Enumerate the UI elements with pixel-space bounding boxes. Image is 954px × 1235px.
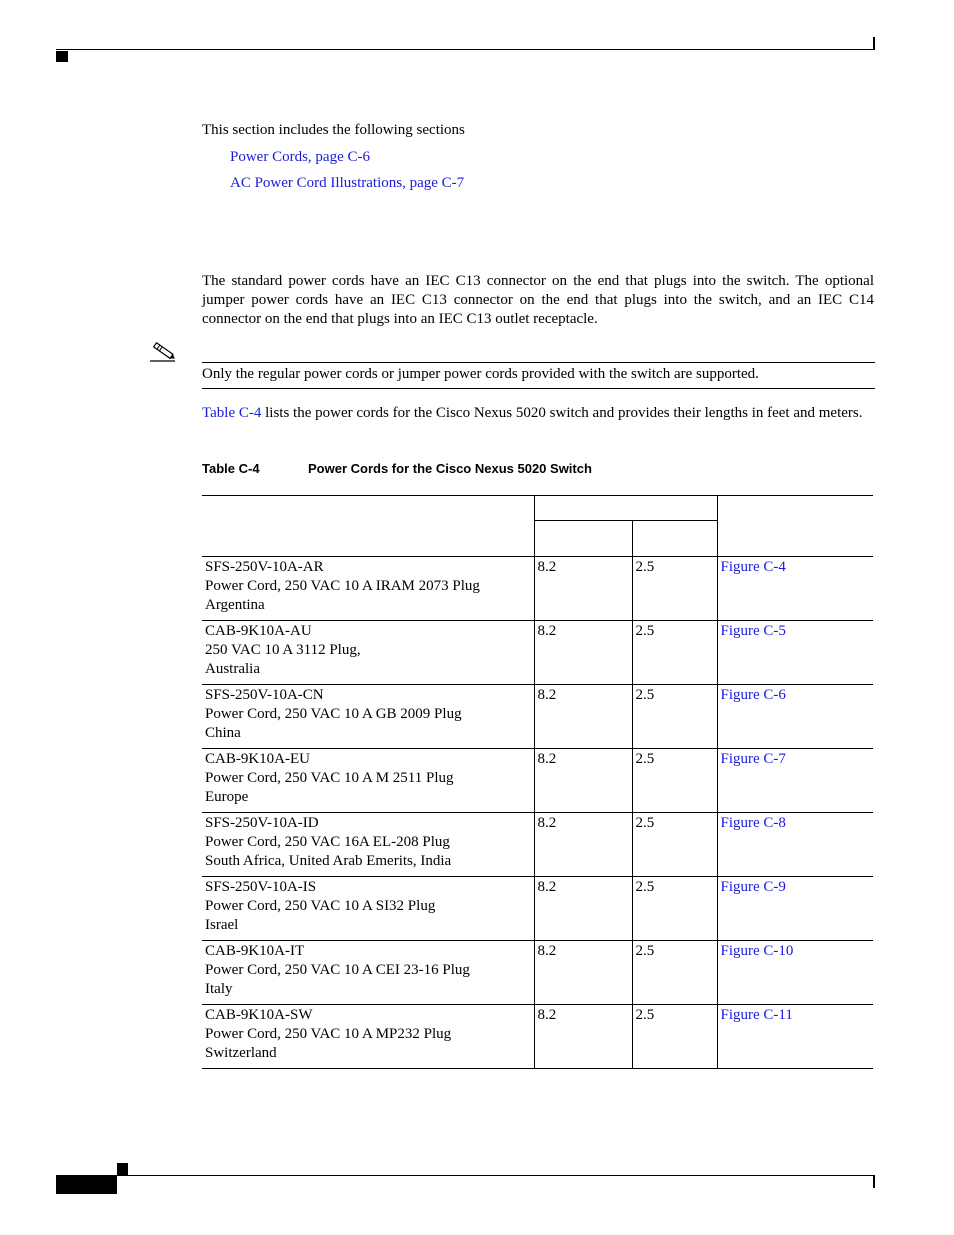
table-body <box>202 557 873 1069</box>
table-caption-title: Power Cords for the Cisco Nexus 5020 Switch <box>308 461 592 476</box>
cell-figure <box>717 621 873 685</box>
note-top-rule <box>202 362 875 363</box>
cell-meters: 2.5 <box>632 749 717 813</box>
cell-figure <box>717 877 873 941</box>
link-power-cords[interactable]: Power Cords, page C-6 <box>230 149 370 165</box>
cell-part <box>202 621 534 685</box>
cell-feet: 8.2 <box>534 685 632 749</box>
cell-desc: Power Cord, 250 VAC 10 A CEI 23-16 Plug <box>205 962 470 978</box>
cell-figure <box>717 557 873 621</box>
link-table-c4[interactable]: Table C-4 <box>202 405 262 421</box>
note-bottom-rule <box>202 388 875 389</box>
cell-meters: 2.5 <box>632 877 717 941</box>
footer-rule-tick <box>873 1176 875 1188</box>
figure-link[interactable]: Figure C-8 <box>720 815 786 831</box>
table-row <box>202 685 873 749</box>
table-row <box>202 749 873 813</box>
cell-region: South Africa, United Arab Emerits, India <box>205 853 452 869</box>
power-cords-description: The standard power cords have an IEC C13 connector on the end that plugs into the switch. The optional jumper power cords have an IEC C13 connector on the end that plugs into the switch, and an IEC C14 connector on the end that plugs into an IEC C13 outlet receptacle. <box>202 273 874 327</box>
table-row <box>202 877 873 941</box>
table-row <box>202 813 873 877</box>
figure-link[interactable]: Figure C-11 <box>720 1007 793 1023</box>
footer-marker-small <box>117 1163 128 1175</box>
cell-part <box>202 685 534 749</box>
cell-region: Europe <box>205 789 249 805</box>
cell-part: CAB-9K10A-EU <box>205 751 310 767</box>
table-row <box>202 557 873 621</box>
figure-link[interactable]: Figure C-6 <box>720 687 786 703</box>
cell-meters: 2.5 <box>632 557 717 621</box>
cell-meters: 2.5 <box>632 813 717 877</box>
header-cell-part <box>202 496 534 557</box>
cell-feet: 8.2 <box>534 557 632 621</box>
cell-part <box>202 557 534 621</box>
cell-part: SFS-250V-10A-IS <box>205 879 317 895</box>
cell-region: Argentina <box>205 597 265 613</box>
cell-figure <box>717 685 873 749</box>
cell-meters: 2.5 <box>632 1005 717 1069</box>
table-header-row <box>202 496 873 521</box>
cell-desc: Power Cord, 250 VAC 10 A SI32 Plug <box>205 898 436 914</box>
table-row <box>202 941 873 1005</box>
cell-region: Australia <box>205 661 260 677</box>
cell-feet: 8.2 <box>534 813 632 877</box>
cell-feet: 8.2 <box>534 1005 632 1069</box>
cell-meters: 2.5 <box>632 621 717 685</box>
cell-figure <box>717 1005 873 1069</box>
table-row <box>202 1005 873 1069</box>
intro-text: This section includes the following sections <box>202 122 465 138</box>
link-ac-power-cord-illustrations[interactable]: AC Power Cord Illustrations, page C-7 <box>230 175 465 191</box>
cell-desc: Power Cord, 250 VAC 10 A MP232 Plug <box>205 1026 452 1042</box>
header-rule <box>56 49 875 50</box>
header-cell-meters <box>632 521 717 557</box>
cell-desc: Power Cord, 250 VAC 10 A GB 2009 Plug <box>205 706 462 722</box>
table-intro-paragraph <box>202 404 874 423</box>
table-caption-number: Table C-4 <box>202 461 260 476</box>
figure-link[interactable]: Figure C-9 <box>720 879 786 895</box>
table-row <box>202 621 873 685</box>
cell-figure <box>717 749 873 813</box>
figure-link[interactable]: Figure C-10 <box>720 943 794 959</box>
figure-link[interactable]: Figure C-5 <box>720 623 786 639</box>
header-cell-length <box>534 496 717 521</box>
header-rule-tick <box>873 37 875 50</box>
cell-part: SFS-250V-10A-AR <box>205 559 324 575</box>
cell-figure <box>717 813 873 877</box>
header-cell-feet <box>534 521 632 557</box>
cell-part <box>202 941 534 1005</box>
cell-part <box>202 1005 534 1069</box>
cell-desc: Power Cord, 250 VAC 16A EL-208 Plug <box>205 834 450 850</box>
cell-part <box>202 813 534 877</box>
cell-meters: 2.5 <box>632 685 717 749</box>
cell-part <box>202 877 534 941</box>
power-cords-table <box>202 495 873 1069</box>
cell-part: SFS-250V-10A-ID <box>205 815 319 831</box>
cell-feet: 8.2 <box>534 941 632 1005</box>
figure-link[interactable]: Figure C-7 <box>720 751 786 767</box>
table-caption <box>202 461 592 476</box>
cell-figure <box>717 941 873 1005</box>
table-intro-text: lists the power cords for the Cisco Nexus 5020 switch and provides their lengths in feet and meters. <box>261 405 863 421</box>
cell-region: Israel <box>205 917 239 933</box>
cell-part: CAB-9K10A-IT <box>205 943 305 959</box>
cell-region: Italy <box>205 981 233 997</box>
cell-desc: Power Cord, 250 VAC 10 A M 2511 Plug <box>205 770 454 786</box>
header-cell-illustration <box>717 496 873 557</box>
figure-link[interactable]: Figure C-4 <box>720 559 786 575</box>
cell-meters: 2.5 <box>632 941 717 1005</box>
cell-desc: Power Cord, 250 VAC 10 A IRAM 2073 Plug <box>205 578 480 594</box>
cell-feet: 8.2 <box>534 621 632 685</box>
header-marker-block <box>56 51 68 62</box>
cell-part <box>202 749 534 813</box>
cell-feet: 8.2 <box>534 877 632 941</box>
pencil-note-icon <box>148 340 178 364</box>
cell-part: SFS-250V-10A-CN <box>205 687 324 703</box>
note-text: Only the regular power cords or jumper power cords provided with the switch are supported. <box>202 366 759 382</box>
cell-feet: 8.2 <box>534 749 632 813</box>
cell-region: China <box>205 725 241 741</box>
footer-page-tab <box>56 1176 117 1194</box>
footer-rule <box>56 1175 875 1176</box>
cell-part: CAB-9K10A-SW <box>205 1007 313 1023</box>
cell-desc: 250 VAC 10 A 3112 Plug, <box>205 642 361 658</box>
cell-part: CAB-9K10A-AU <box>205 623 312 639</box>
cell-region: Switzerland <box>205 1045 277 1061</box>
